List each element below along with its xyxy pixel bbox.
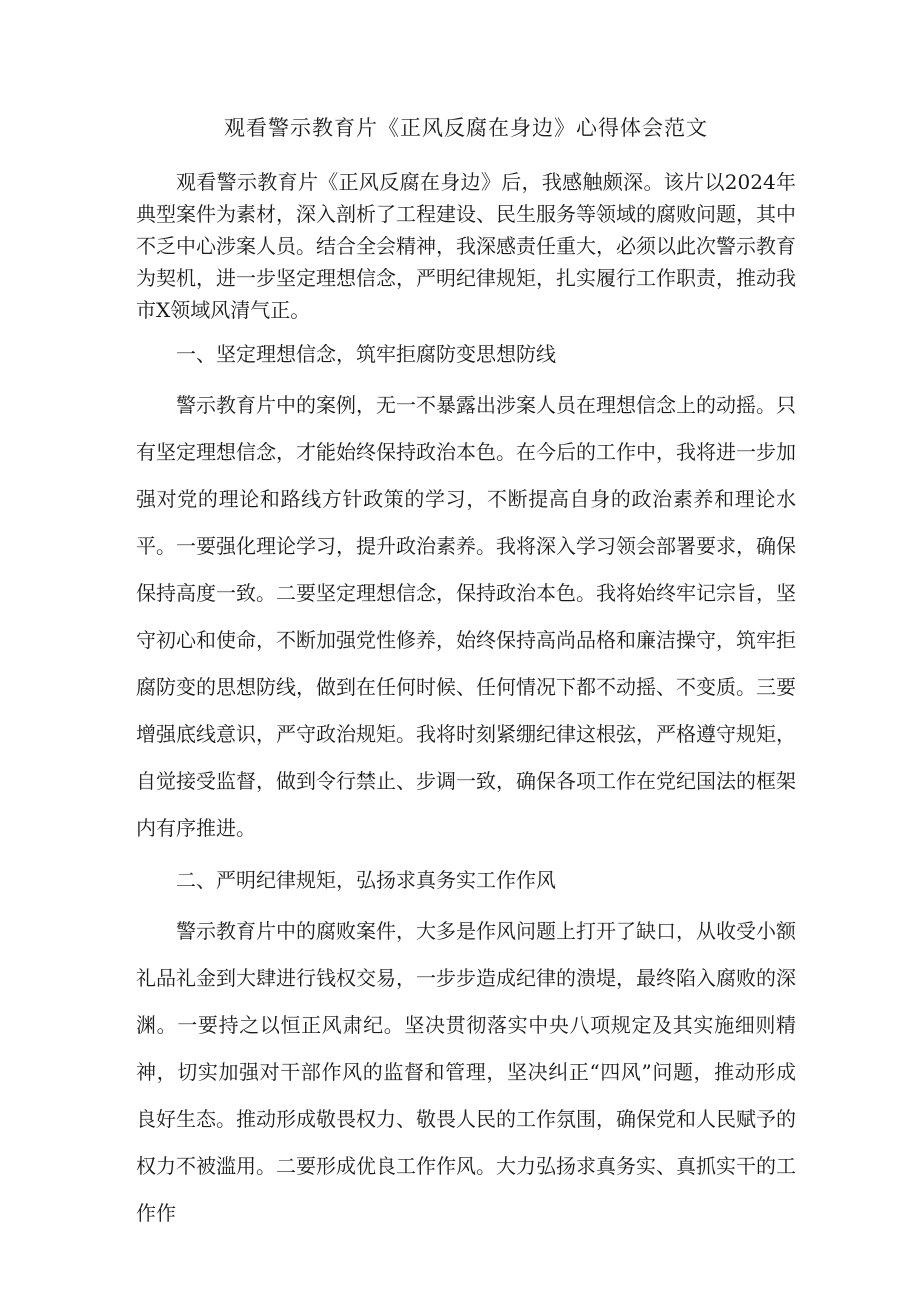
section-1-body: 警示教育片中的案例，无一不暴露出涉案人员在理想信念上的动摇。只有坚定理想信念，才能始终保持政治本色。在今后的工作中，我将进一步加强对党的理论和路线方针政策的学习，不断提高自身的政治素养和理论水平。一要强化理论学习，提升政治素养。我将深入学习领会部署要求，确保保持高度一致。二要坚定理想信念，保持政治本色。我将始终牢记宗旨，坚守初心和使命，不断加强党性修养，始终保持高尚品格和廉洁操守，筑牢拒腐防变的思想防线，做到在任何时候、任何情况下都不动摇、不变质。三要增强底线意识，严守政治规矩。我将时刻紧绷纪律这根弦，严格遵守规矩，自觉接受监督，做到令行禁止、步调一致，确保各项工作在党纪国法的框架内有序推进。: [136, 393, 796, 840]
document-title: 观看警示教育片《正风反腐在身边》心得体会范文: [224, 116, 708, 140]
section-2-body: 警示教育片中的腐败案件，大多是作风问题上打开了缺口，从收受小额礼品礼金到大肆进行钱权交易，一步步造成纪律的溃堤，最终陷入腐败的深渊。一要持之以恒正风肃纪。坚决贯彻落实中央八项规定及其实施细则精神，切实加强对干部作风的监督和管理，坚决纠正“四风”问题，推动形成良好生态。推动形成敬畏权力、敬畏人民的工作氛围，确保党和人民赋予的权力不被滥用。二要形成优良工作作风。大力弘扬求真务实、真抓实干的工作作: [136, 919, 796, 1225]
section-2-heading: 二、严明纪律规矩，弘扬求真务实工作作风: [176, 868, 556, 892]
document-page: [136, 112, 796, 1249]
intro-paragraph: 观看警示教育片《正风反腐在身边》后，我感触颇深。该片以2024年典型案件为素材，深入剖析了工程建设、民生服务等领域的腐败问题，其中不乏中心涉案人员。结合全会精神，我深感责任重大，必须以此次警示教育为契机，进一步坚定理想信念，严明纪律规矩，扎实履行工作职责，推动我市X领域风清气正。: [136, 170, 796, 322]
section-1-heading: 一、坚定理想信念，筑牢拒腐防变思想防线: [176, 342, 556, 366]
